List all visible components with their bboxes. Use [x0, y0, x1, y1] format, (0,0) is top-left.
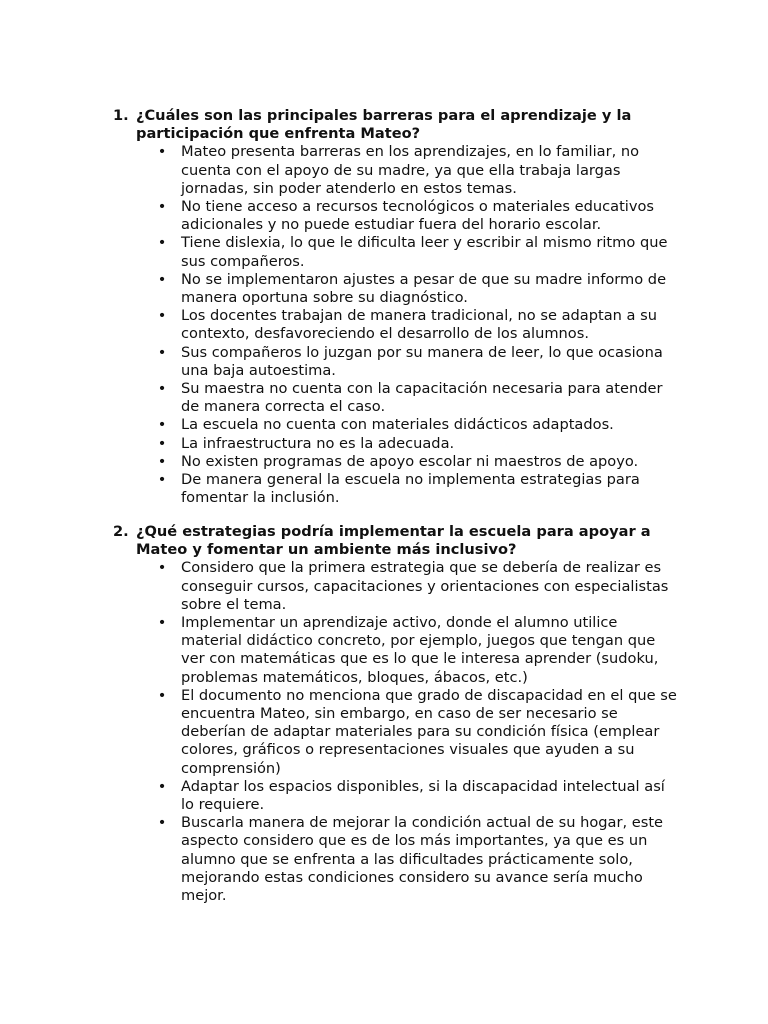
list-item: [113, 559, 681, 614]
list-item-text: No tiene acceso a recursos tecnológicos o materiales educativos adicionales y no puede estudiar fuera del horario escolar.: [181, 198, 655, 234]
list-item: [113, 778, 681, 814]
list-item: [113, 234, 681, 270]
question-title: ¿Cuáles son las principales barreras para el aprendizaje y la participación que enfrenta Mateo?: [136, 107, 632, 143]
list-item-text: Tiene dislexia, lo que le dificulta leer y escribir al mismo ritmo que sus compañeros.: [181, 234, 668, 270]
question-title: ¿Qué estrategias podría implementar la escuela para apoyar a Mateo y fomentar un ambiente más inclusivo?: [136, 523, 651, 559]
list-item: [113, 687, 681, 778]
bullet-icon: •: [157, 777, 167, 795]
list-item-text: Mateo presenta barreras en los aprendizajes, en lo familiar, no cuenta con el apoyo de su madre, ya que ella trabaja largas jornadas, sin poder atenderlo en estos temas.: [181, 143, 640, 197]
bullet-icon: •: [157, 559, 167, 577]
list-item: [113, 344, 681, 380]
list-item: [113, 380, 681, 416]
bullet-icon: •: [157, 143, 167, 161]
list-item-text: La infraestructura no es la adecuada.: [181, 434, 455, 452]
question-1: [113, 107, 693, 507]
bullet-icon: •: [157, 380, 167, 398]
list-item-text: Los docentes trabajan de manera tradicional, no se adaptan a su contexto, desfavoreciendo el desarrollo de los alumnos.: [181, 307, 657, 343]
list-item-text: Adaptar los espacios disponibles, si la discapacidad intelectual así lo requiere.: [181, 777, 665, 814]
bullet-list: [113, 143, 693, 507]
list-item-text: El documento no menciona que grado de discapacidad en el que se encuentra Mateo, sin embargo, en caso de ser necesario se deberían de adaptar materiales para su condición física (emplear colores, gráficos o representaciones visuales que ayuden a su comprensión): [181, 686, 677, 777]
list-item-text: La escuela no cuenta con materiales didácticos adaptados.: [181, 416, 614, 434]
bullet-icon: •: [157, 686, 167, 704]
list-item-text: De manera general la escuela no implementa estrategias para fomentar la inclusión.: [181, 471, 640, 507]
list-item-text: Implementar un aprendizaje activo, donde el alumno utilice material didáctico concreto, por ejemplo, juegos que tengan que ver con matemáticas que es lo que le interesa aprender (sudoku, problemas matemáticos, bloques, ábacos, etc.): [181, 614, 659, 686]
bullet-icon: •: [157, 814, 167, 832]
list-item: [113, 416, 681, 434]
bullet-list: [113, 559, 693, 905]
bullet-icon: •: [157, 416, 167, 434]
list-item-text: No existen programas de apoyo escolar ni maestros de apoyo.: [181, 452, 639, 470]
list-item-text: No se implementaron ajustes a pesar de que su madre informo de manera oportuna sobre su diagnóstico.: [181, 270, 667, 307]
list-item: [113, 471, 681, 507]
list-item: [113, 143, 681, 198]
bullet-icon: •: [157, 452, 167, 470]
bullet-icon: •: [157, 270, 167, 288]
bullet-icon: •: [157, 614, 167, 632]
list-item: [113, 814, 681, 905]
list-item: [113, 435, 681, 453]
list-item: [113, 271, 681, 307]
question-heading: [113, 523, 693, 559]
list-item: [113, 453, 681, 471]
question-number: 1.: [113, 107, 129, 124]
bullet-icon: •: [157, 434, 167, 452]
question-heading: [113, 107, 693, 143]
list-item-text: Buscarla manera de mejorar la condición actual de su hogar, este aspecto considero que es de los más importantes, ya que es un alumno que se enfrenta a las dificultades prácticamente solo, mejorando estas condiciones considero su avance sería mucho mejor.: [181, 814, 664, 905]
question-number: 2.: [113, 523, 129, 540]
bullet-icon: •: [157, 471, 167, 489]
bullet-icon: •: [157, 343, 167, 361]
list-item: [113, 198, 681, 234]
bullet-icon: •: [157, 234, 167, 252]
list-item-text: Sus compañeros lo juzgan por su manera de leer, lo que ocasiona una baja autoestima.: [181, 343, 663, 379]
bullet-icon: •: [157, 198, 167, 216]
list-item-text: Su maestra no cuenta con la capacitación necesaria para atender de manera correcta el caso.: [181, 380, 663, 416]
question-2: [113, 523, 693, 905]
list-item: [113, 307, 681, 343]
list-item-text: Considero que la primera estrategia que se debería de realizar es conseguir cursos, capacitaciones y orientaciones con especialistas sobre el tema.: [181, 559, 669, 613]
list-item: [113, 614, 681, 687]
bullet-icon: •: [157, 307, 167, 325]
